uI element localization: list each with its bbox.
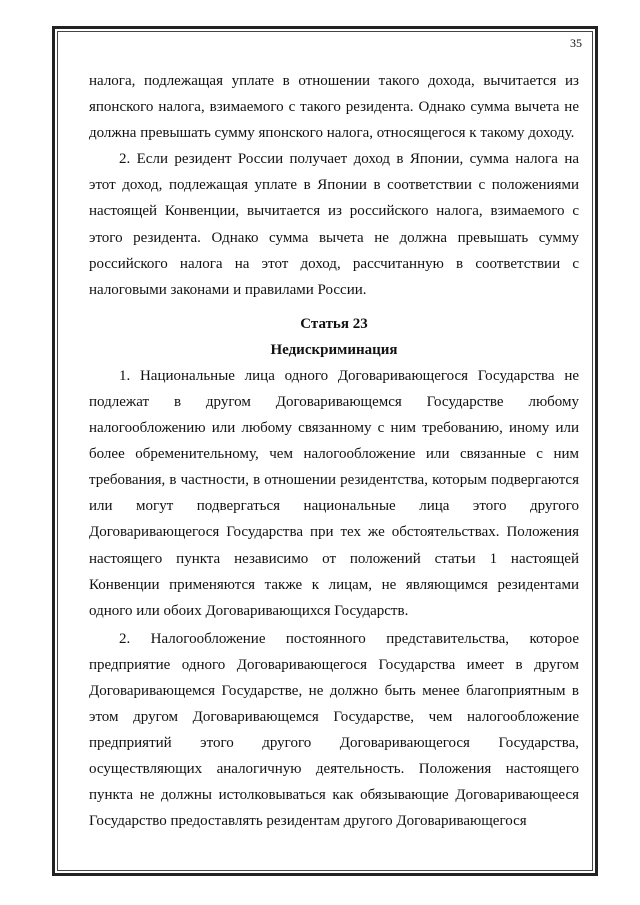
article-subtitle: Недискриминация [270, 341, 398, 358]
article-title: Статья 23 [300, 315, 368, 332]
paragraph-2-before-article: 2. Если резидент России получает доход в Японии, сумма налога на этот доход, подлежащая уплате в Японии в соответствии с положениями настоящей Конвенции, вычитается из российского налога, взимаемого с этого резидента. Однако сумма вычета не должна превышать сумму российского налога на этот доход, рассчитанную в соответствии с налоговыми законами и правилами России. [89, 151, 579, 298]
page-number: 35 [570, 36, 582, 50]
article-paragraph-1: 1. Национальные лица одного Договаривающегося Государства не подлежат в другом Договаривающемся Государстве любому налогообложению или любому связанному с ним требованию, иному или более обременительному, чем налогообложение или связанные с ним требования, в частности, в отношении резидентства, которым подвергаются или могут подвергаться национальные лица этого другого Договаривающегося Государства при тех же обстоятельствах. Положения настоящего пункта независимо от положений статьи 1 настоящей Конвенции применяются также к лицам, не являющимся резидентами одного или обоих Договаривающихся Государств. [89, 367, 579, 619]
document-body [89, 68, 579, 835]
paragraph-continuation: налога, подлежащая уплате в отношении такого дохода, вычитается из японского налога, взимаемого с такого резидента. Однако сумма вычета не должна превышать сумму японского налога, относящегося к такому доходу. [89, 73, 579, 142]
article-paragraph-2: 2. Налогообложение постоянного представительства, которое предприятие одного Договаривающегося Государства имеет в другом Договаривающемся Государстве, не должно быть менее благоприятным в этом другом Договаривающемся Государстве, чем налогообложение предприятий этого другого Договаривающегося Государства, осуществляющих аналогичную деятельность. Положения настоящего пункта не должны истолковываться как обязывающие Договаривающееся Государство предоставлять резидентам другого Договаривающегося [89, 630, 579, 830]
